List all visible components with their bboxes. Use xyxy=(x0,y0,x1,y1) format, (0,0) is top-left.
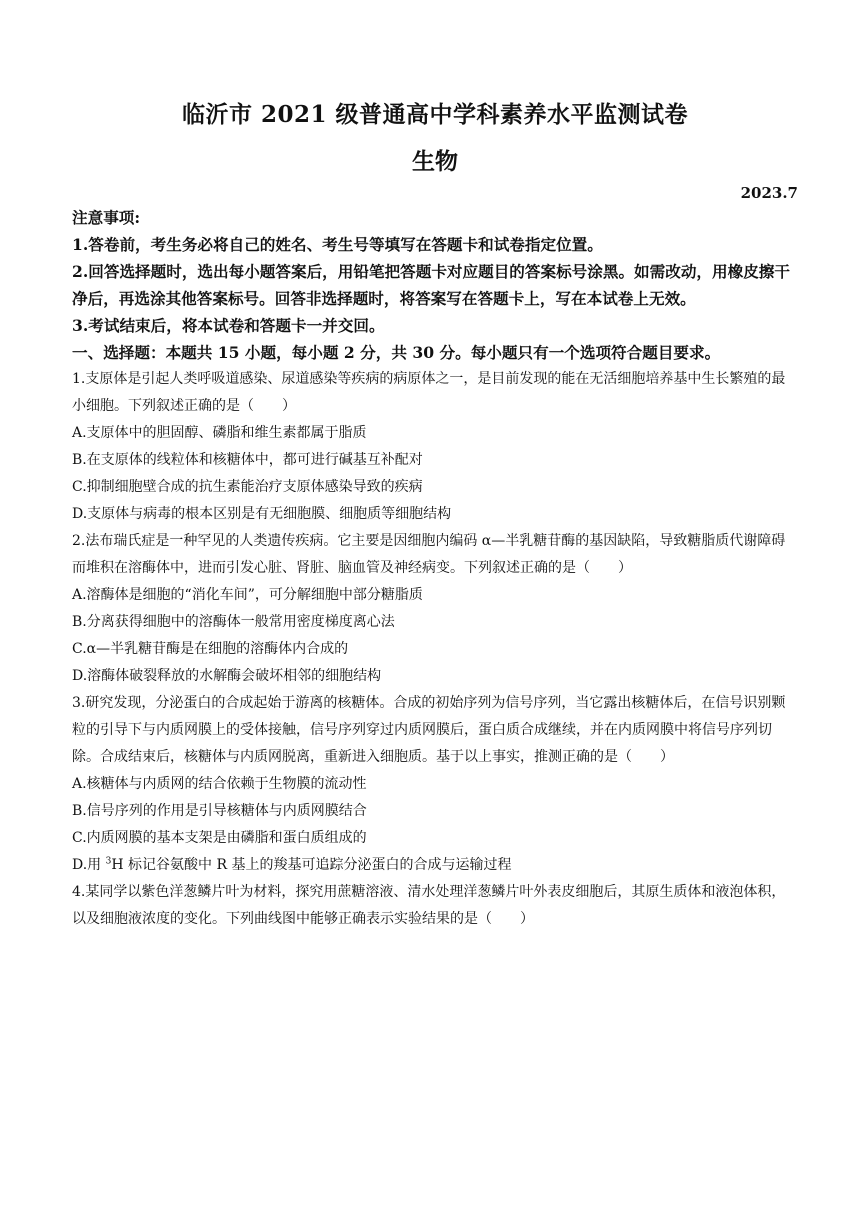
question-2 xyxy=(72,528,798,690)
question-3-stem: 3.研究发现，分泌蛋白的合成起始于游离的核糖体。合成的初始序列为信号序列，当它露出核糖体后，在信号识别颗粒的引导下与内质网膜上的受体接触，信号序列穿过内质网膜后，蛋白质合成继续，并在内质网膜中将信号序列切除。合成结束后，核糖体与内质网脱离，重新进入细胞质。基于以上事实，推测正确的是（ ） xyxy=(72,695,786,765)
section-heading: 一、选择题：本题共 15 小题，每小题 2 分，共 30 分。每小题只有一个选项符合题目要求。 xyxy=(72,343,721,362)
note-item-3: 3.考试结束后，将本试卷和答题卡一并交回。 xyxy=(72,316,385,335)
question-2-stem: 2.法布瑞氏症是一种罕见的人类遗传疾病。它主要是因细胞内编码 α—半乳糖苷酶的基因缺陷，导致糖脂质代谢障碍而堆积在溶酶体中，进而引发心脏、肾脏、脑血管及神经病变。下列叙述正确的是（ ） xyxy=(72,533,786,576)
isotope-superscript: 3 xyxy=(105,856,112,867)
question-2-option-d: D.溶酶体破裂释放的水解酶会破坏相邻的细胞结构 xyxy=(72,668,382,684)
question-1 xyxy=(72,366,798,528)
option-d-text: H 标记谷氨酸中 R 基上的羧基可追踪分泌蛋白的合成与运输过程 xyxy=(111,857,512,873)
exam-date: 2023.7 xyxy=(740,184,798,202)
note-item-1: 1.答卷前，考生务必将自己的姓名、考生号等填写在答题卡和试卷指定位置。 xyxy=(72,235,603,254)
question-3-option-b: B.信号序列的作用是引导核糖体与内质网膜结合 xyxy=(72,803,367,819)
question-2-option-a: A.溶酶体是细胞的“消化车间”，可分解细胞中部分糖脂质 xyxy=(72,587,423,603)
option-d-prefix: D.用 xyxy=(72,857,106,873)
question-3-option-c: C.内质网膜的基本支架是由磷脂和蛋白质组成的 xyxy=(72,830,367,846)
question-1-option-b: B.在支原体的线粒体和核糖体中，都可进行碱基互补配对 xyxy=(72,452,423,468)
question-1-option-a: A.支原体中的胆固醇、磷脂和维生素都属于脂质 xyxy=(72,425,367,441)
notes-heading: 注意事项: xyxy=(72,208,141,227)
question-4 xyxy=(72,879,798,933)
question-3 xyxy=(72,690,798,879)
question-4-stem: 4.某同学以紫色洋葱鳞片叶为材料，探究用蔗糖溶液、清水处理洋葱鳞片叶外表皮细胞后，其原生质体和液泡体积，以及细胞液浓度的变化。下列曲线图中能够正确表示实验结果的是（ ） xyxy=(72,884,786,927)
subject-title: 生物 xyxy=(412,148,458,175)
question-3-option-d xyxy=(72,852,798,879)
question-1-option-c: C.抑制细胞壁合成的抗生素能治疗支原体感染导致的疾病 xyxy=(72,479,423,495)
question-1-option-d: D.支原体与病毒的根本区别是有无细胞膜、细胞质等细胞结构 xyxy=(72,506,452,522)
question-1-stem: 1.支原体是引起人类呼吸道感染、尿道感染等疾病的病原体之一，是目前发现的能在无活细胞培养基中生长繁殖的最小细胞。下列叙述正确的是（ ） xyxy=(72,371,786,414)
question-2-option-b: B.分离获得细胞中的溶酶体一般常用密度梯度离心法 xyxy=(72,614,395,630)
question-3-option-a: A.核糖体与内质网的结合依赖于生物膜的流动性 xyxy=(72,776,367,792)
question-2-option-c: C.α—半乳糖苷酶是在细胞的溶酶体内合成的 xyxy=(72,641,349,657)
note-item-2: 2.回答选择题时，选出每小题答案后，用铅笔把答题卡对应题目的答案标号涂黑。如需改动，用橡皮擦干净后，再选涂其他答案标号。回答非选择题时，将答案写在答题卡上，写在本试卷上无效。 xyxy=(72,262,790,308)
exam-title: 临沂市 2021 级普通高中学科素养水平监测试卷 xyxy=(181,101,689,128)
